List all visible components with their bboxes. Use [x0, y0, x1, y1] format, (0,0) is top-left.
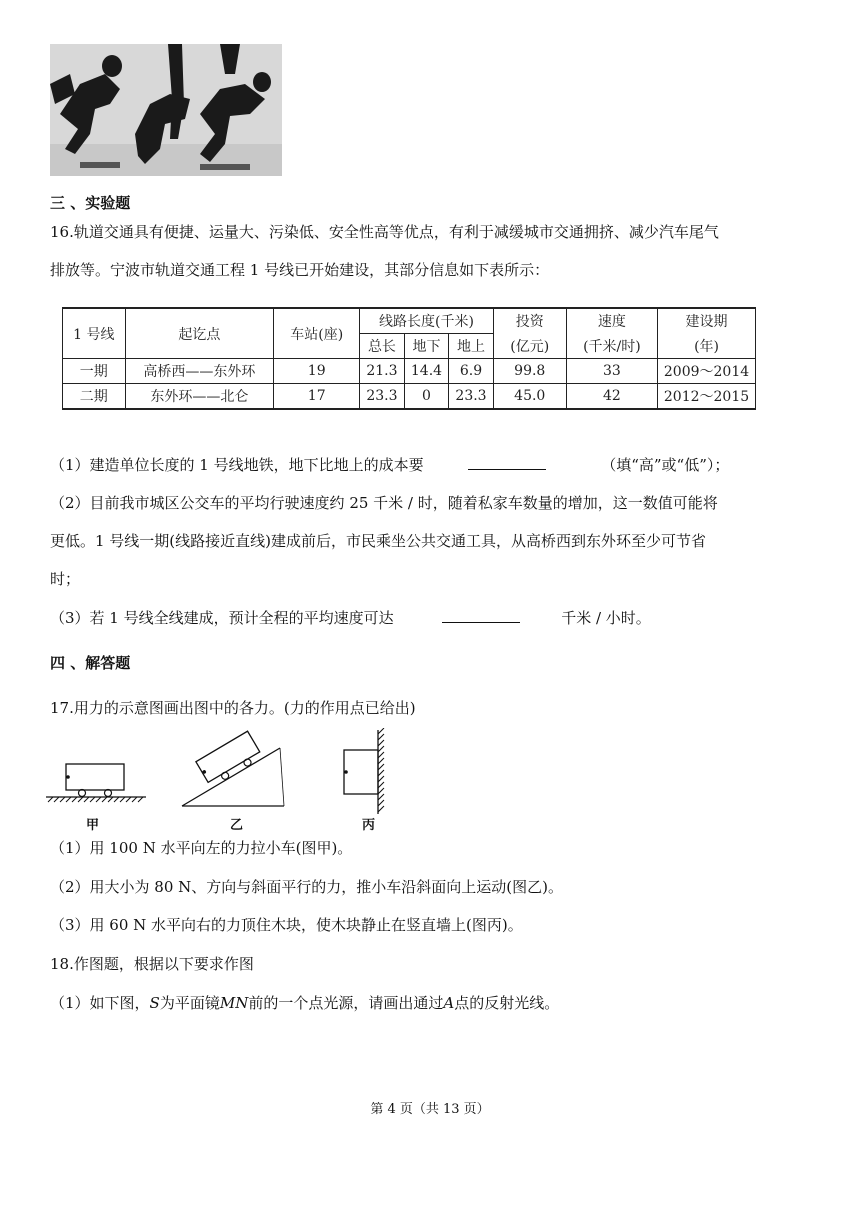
q16-part3-text: （3）若 1 号线全线建成，预计全程的平均速度可达 — [50, 609, 394, 627]
q18-part1 — [50, 993, 559, 1013]
th-length: 线路长度(千米) — [360, 308, 494, 334]
th-above: 地上 — [449, 334, 494, 359]
q17-part2: （2）用大小为 80 N、方向与斜面平行的力，推小车沿斜面向上运动(图乙)。 — [50, 878, 563, 896]
figure-label-yi: 乙 — [230, 818, 244, 833]
figure-label-bing: 丙 — [362, 818, 376, 833]
cell-under: 14.4 — [404, 359, 449, 384]
rail-line-table — [62, 307, 756, 410]
q16-part3-unit: 千米 / 小时。 — [561, 609, 651, 627]
q18-part1-a: （1）如下图， — [50, 994, 150, 1012]
answer-blank-1[interactable] — [468, 455, 546, 470]
q16-part1-hint: （填“高”或“低”）； — [601, 456, 730, 474]
th-period: 建设期 — [658, 308, 756, 334]
table-row — [63, 384, 756, 410]
q16-intro-line1: 16.轨道交通具有便捷、运量大、污染低、安全性高等优点，有利于减缓城市交通拥挤、减少汽车尾气 — [50, 223, 719, 241]
cell-above: 6.9 — [449, 359, 494, 384]
th-stations: 起讫点 — [125, 308, 274, 359]
figure-cart-on-ground — [44, 758, 148, 810]
figure-label-jia: 甲 — [86, 818, 100, 833]
q18-part1-c: 前的一个点光源，请画出通过 — [248, 994, 444, 1012]
section-4-heading: 四 、解答题 — [50, 654, 131, 672]
q16-part1 — [50, 455, 729, 475]
q18-part1-b: 为平面镜 — [159, 994, 220, 1012]
q18-symbol-s: S — [149, 994, 160, 1012]
th-invest: 投资 — [493, 308, 566, 334]
q18-symbol-a: A — [443, 994, 455, 1012]
cell-total: 23.3 — [360, 384, 405, 410]
th-period-unit: (年) — [658, 334, 756, 359]
cell-route: 东外环——北仑 — [125, 384, 274, 410]
cell-speed: 42 — [566, 384, 657, 410]
cell-total: 21.3 — [360, 359, 405, 384]
sprinters-photo — [50, 44, 282, 176]
th-speed: 速度 — [566, 308, 657, 334]
section-3-heading: 三 、实验题 — [50, 194, 131, 212]
th-speed-unit: (千米/时) — [566, 334, 657, 359]
q16-part2-line3: 时； — [50, 570, 81, 588]
q18-part1-d: 点的反射光线。 — [454, 994, 560, 1012]
th-count: 车站(座) — [274, 308, 360, 359]
cell-invest: 45.0 — [493, 384, 566, 410]
th-invest-unit: (亿元) — [493, 334, 566, 359]
cell-phase: 一期 — [63, 359, 126, 384]
cell-above: 23.3 — [449, 384, 494, 410]
page-footer: 第 4 页（共 13 页） — [370, 1102, 490, 1117]
cell-under: 0 — [404, 384, 449, 410]
q18-intro: 18.作图题，根据以下要求作图 — [50, 955, 254, 973]
q17-part3: （3）用 60 N 水平向右的力顶住木块，使木块静止在竖直墙上(图丙)。 — [50, 916, 523, 934]
cell-invest: 99.8 — [493, 359, 566, 384]
q16-part2-line2: 更低。1 号线一期(线路接近直线)建成前后，市民乘坐公共交通工具，从高桥西到东外环至少可节省 — [50, 532, 707, 550]
q16-part1-text: （1）建造单位长度的 1 号线地铁，地下比地上的成本要 — [50, 456, 424, 474]
q17-intro: 17.用力的示意图画出图中的各力。(力的作用点已给出) — [50, 699, 416, 717]
q16-intro-line2: 排放等。宁波市轨道交通工程 1 号线已开始建设，其部分信息如下表所示： — [50, 261, 550, 279]
th-under: 地下 — [404, 334, 449, 359]
th-total: 总长 — [360, 334, 405, 359]
q18-symbol-mn: MN — [219, 994, 249, 1012]
cell-count: 19 — [274, 359, 360, 384]
answer-blank-3[interactable] — [442, 608, 520, 623]
cell-phase: 二期 — [63, 384, 126, 410]
q16-part2-line1: （2）目前我市城区公交车的平均行驶速度约 25 千米 / 时，随着私家车数量的增加，这一数值可能将 — [50, 494, 718, 512]
figure-block-on-wall — [338, 728, 394, 816]
cell-count: 17 — [274, 384, 360, 410]
table-row — [63, 359, 756, 384]
figure-cart-on-incline — [180, 728, 286, 808]
th-line: 1 号线 — [63, 308, 126, 359]
cell-period: 2012～2015 — [658, 384, 756, 410]
cell-speed: 33 — [566, 359, 657, 384]
cell-period: 2009～2014 — [658, 359, 756, 384]
q17-part1: （1）用 100 N 水平向左的力拉小车(图甲)。 — [50, 839, 353, 857]
q16-part3 — [50, 608, 651, 628]
cell-route: 高桥西——东外环 — [125, 359, 274, 384]
